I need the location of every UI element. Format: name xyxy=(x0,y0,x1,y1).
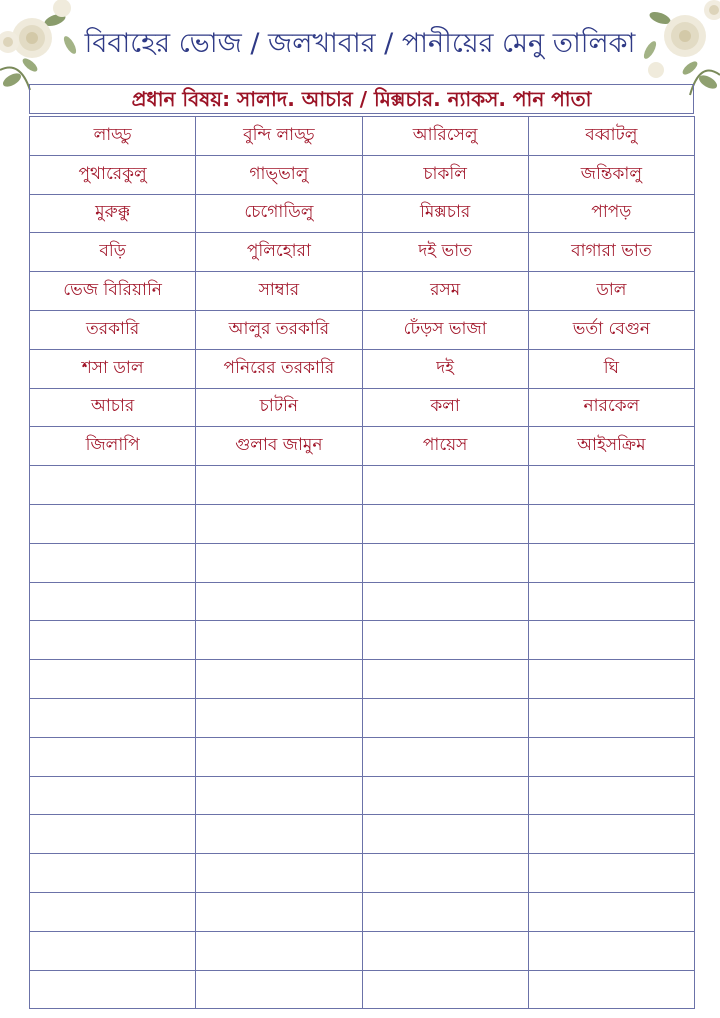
empty-cell xyxy=(196,776,362,815)
empty-cell xyxy=(362,970,528,1009)
menu-item-cell: মুরুক্কু xyxy=(30,194,196,233)
menu-item-cell: ঢেঁড়স ভাজা xyxy=(362,310,528,349)
empty-cell xyxy=(30,543,196,582)
table-row xyxy=(30,194,695,233)
menu-item-cell: ডাল xyxy=(528,272,694,311)
empty-cell xyxy=(362,892,528,931)
empty-cell xyxy=(528,815,694,854)
empty-cell xyxy=(362,621,528,660)
empty-table-row xyxy=(30,892,695,931)
empty-table-row xyxy=(30,466,695,505)
menu-item-cell: আইসক্রিম xyxy=(528,427,694,466)
table-row xyxy=(30,155,695,194)
menu-item-cell: পাপড় xyxy=(528,194,694,233)
empty-table-row xyxy=(30,737,695,776)
empty-cell xyxy=(30,698,196,737)
empty-cell xyxy=(528,737,694,776)
table-row xyxy=(30,117,695,156)
menu-item-cell: জন্তিকালু xyxy=(528,155,694,194)
empty-cell xyxy=(528,698,694,737)
menu-item-cell: দই xyxy=(362,349,528,388)
menu-item-cell: রসম xyxy=(362,272,528,311)
menu-item-cell: মিক্সচার xyxy=(362,194,528,233)
menu-item-cell: তরকারি xyxy=(30,310,196,349)
empty-cell xyxy=(30,815,196,854)
menu-item-cell: চাটনি xyxy=(196,388,362,427)
empty-cell xyxy=(30,854,196,893)
empty-cell xyxy=(362,543,528,582)
empty-cell xyxy=(528,970,694,1009)
empty-table-row xyxy=(30,931,695,970)
empty-cell xyxy=(528,931,694,970)
menu-item-cell: বব্বাটলু xyxy=(528,117,694,156)
empty-table-row xyxy=(30,854,695,893)
menu-item-cell: বুন্দি লাড্ডু xyxy=(196,117,362,156)
empty-cell xyxy=(362,854,528,893)
empty-cell xyxy=(196,543,362,582)
empty-cell xyxy=(362,504,528,543)
empty-cell xyxy=(528,892,694,931)
menu-item-cell: আরিসেলু xyxy=(362,117,528,156)
empty-cell xyxy=(30,931,196,970)
menu-item-cell: বাগারা ভাত xyxy=(528,233,694,272)
empty-cell xyxy=(362,466,528,505)
empty-table-row xyxy=(30,621,695,660)
empty-cell xyxy=(196,815,362,854)
empty-cell xyxy=(196,737,362,776)
empty-cell xyxy=(196,931,362,970)
page-title: বিবাহের ভোজ / জলখাবার / পানীয়ের মেনু তালিকা xyxy=(84,28,636,59)
empty-cell xyxy=(196,504,362,543)
empty-cell xyxy=(30,776,196,815)
menu-item-cell: পায়েস xyxy=(362,427,528,466)
empty-cell xyxy=(196,970,362,1009)
empty-cell xyxy=(528,854,694,893)
empty-cell xyxy=(528,466,694,505)
empty-cell xyxy=(528,776,694,815)
empty-table-row xyxy=(30,815,695,854)
empty-table-row xyxy=(30,970,695,1009)
empty-cell xyxy=(196,698,362,737)
empty-table-row xyxy=(30,698,695,737)
empty-cell xyxy=(30,737,196,776)
empty-cell xyxy=(30,892,196,931)
empty-cell xyxy=(362,698,528,737)
menu-item-cell: চাকলি xyxy=(362,155,528,194)
empty-cell xyxy=(196,854,362,893)
empty-table-row xyxy=(30,660,695,699)
empty-cell xyxy=(30,621,196,660)
empty-cell xyxy=(196,621,362,660)
menu-item-cell: শসা ডাল xyxy=(30,349,196,388)
menu-item-cell: জিলাপি xyxy=(30,427,196,466)
empty-cell xyxy=(196,660,362,699)
menu-item-cell: গাভ্ভালু xyxy=(196,155,362,194)
menu-item-cell: নারকেল xyxy=(528,388,694,427)
table-row xyxy=(30,388,695,427)
subject-line: প্রধান বিষয়: সালাদ. আচার / মিক্সচার. ন্যাকস. পান পাতা xyxy=(29,84,694,114)
table-row xyxy=(30,349,695,388)
empty-cell xyxy=(362,582,528,621)
menu-item-cell: গুলাব জামুন xyxy=(196,427,362,466)
menu-item-cell: ঘি xyxy=(528,349,694,388)
empty-table-row xyxy=(30,582,695,621)
empty-cell xyxy=(196,466,362,505)
empty-table-row xyxy=(30,776,695,815)
empty-table-row xyxy=(30,543,695,582)
table-row xyxy=(30,233,695,272)
menu-item-cell: ভেজ বিরিয়ানি xyxy=(30,272,196,311)
menu-item-cell: সাম্বার xyxy=(196,272,362,311)
empty-cell xyxy=(528,621,694,660)
empty-cell xyxy=(30,504,196,543)
empty-table-row xyxy=(30,504,695,543)
menu-item-cell: কলা xyxy=(362,388,528,427)
menu-item-cell: আলুর তরকারি xyxy=(196,310,362,349)
empty-cell xyxy=(30,660,196,699)
menu-table-body xyxy=(30,117,695,1009)
empty-cell xyxy=(30,466,196,505)
empty-cell xyxy=(362,660,528,699)
empty-cell xyxy=(528,582,694,621)
menu-item-cell: চেগোডিলু xyxy=(196,194,362,233)
empty-cell xyxy=(196,582,362,621)
menu-item-cell: পুথারেকুলু xyxy=(30,155,196,194)
empty-cell xyxy=(528,660,694,699)
menu-item-cell: আচার xyxy=(30,388,196,427)
menu-item-cell: লাড্ডু xyxy=(30,117,196,156)
menu-table xyxy=(29,116,695,1009)
menu-item-cell: পনিরের তরকারি xyxy=(196,349,362,388)
empty-cell xyxy=(362,815,528,854)
table-row xyxy=(30,427,695,466)
menu-item-cell: ভর্তা বেগুন xyxy=(528,310,694,349)
table-row xyxy=(30,310,695,349)
menu-item-cell: বড়ি xyxy=(30,233,196,272)
table-row xyxy=(30,272,695,311)
empty-cell xyxy=(362,737,528,776)
empty-cell xyxy=(528,543,694,582)
empty-cell xyxy=(528,504,694,543)
empty-cell xyxy=(30,970,196,1009)
empty-cell xyxy=(362,776,528,815)
menu-item-cell: পুলিহোরা xyxy=(196,233,362,272)
empty-cell xyxy=(362,931,528,970)
empty-cell xyxy=(196,892,362,931)
empty-cell xyxy=(30,582,196,621)
menu-item-cell: দই ভাত xyxy=(362,233,528,272)
